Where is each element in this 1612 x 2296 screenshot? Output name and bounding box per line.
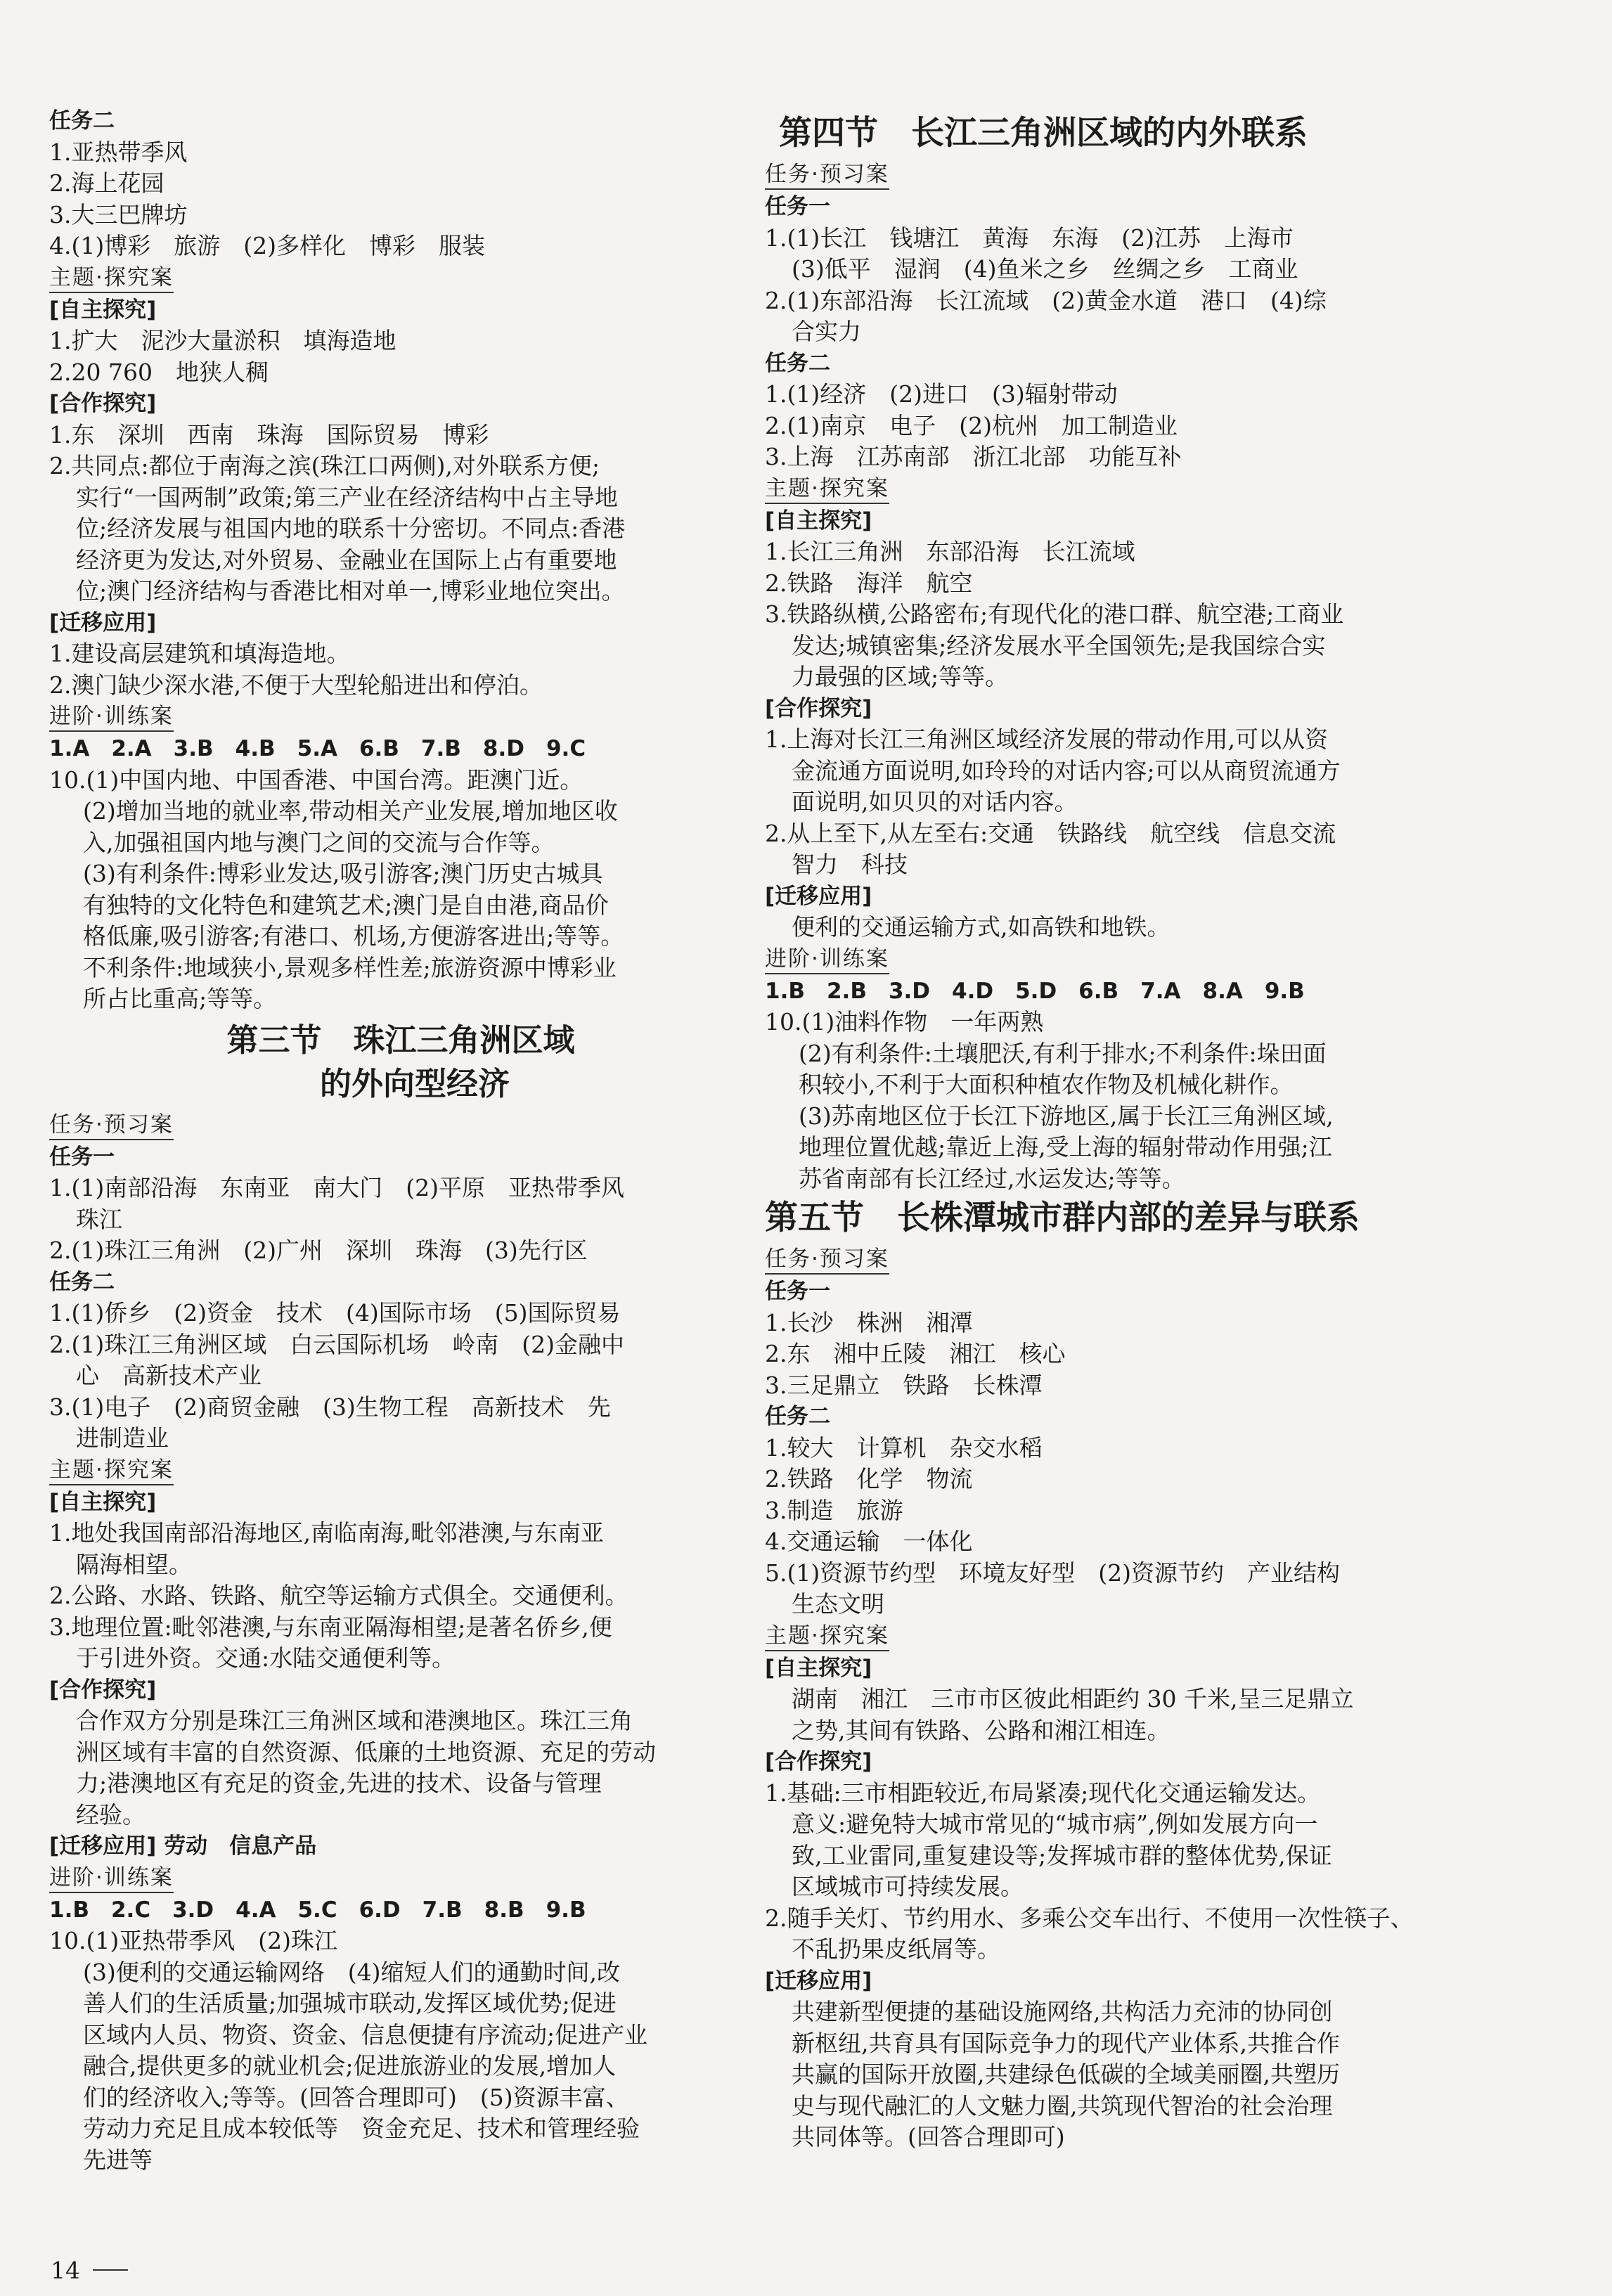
section3-answers (49, 1109, 752, 2176)
section-label: 主题·探究案 (49, 1456, 174, 1485)
text-line: 4.交通运输 一体化 (765, 1528, 973, 1555)
text-line: 1.(1)南部沿海 东南亚 南大门 (2)平原 亚热带季风 (49, 1174, 624, 1201)
text-line: 苏省南部有长江经过,水运发达;等等。 (799, 1164, 1185, 1192)
section4-title: 第四节 长江三角洲区域的内外联系 (779, 114, 1308, 153)
text-line: 3.大三巴牌坊 (49, 200, 188, 228)
text-line: 1.扩大 泥沙大量淤积 填海造地 (49, 327, 396, 354)
text-line: 区域城市可持续发展。 (792, 1873, 1024, 1900)
text-line: 面说明,如贝贝的对话内容。 (792, 788, 1078, 815)
text-line: 经济更为发达,对外贸易、金融业在国际上占有重要地 (76, 546, 617, 574)
task-heading: 任务二 (49, 108, 115, 134)
subsection-label: [自主探究] (49, 297, 157, 323)
text-line: 不利条件:地域狭小,景观多样性差;旅游资源中博彩业 (83, 953, 617, 981)
section-label: 进阶·训练案 (49, 702, 174, 732)
answer-key-line: 1.A 2.A 3.B 4.B 5.A 6.B 7.B 8.D 9.C (49, 736, 586, 761)
section3-title-line2: 的外向型经济 (319, 1064, 510, 1102)
subsection-label: [迁移应用] (765, 1968, 872, 1994)
text-line: 于引进外资。交通:水陆交通便利等。 (76, 1644, 456, 1672)
text-line: 有独特的文化特色和建筑艺术;澳门是自由港,商品价 (83, 891, 609, 919)
text-line: 融合,提供更多的就业机会;促进旅游业的发展,增加人 (83, 2052, 617, 2079)
text-line: 10.(1)中国内地、中国香港、中国台湾。距澳门近。 (49, 766, 583, 794)
text-line: 2.(1)珠江三角洲区域 白云国际机场 岭南 (2)金融中 (49, 1330, 624, 1358)
text-line: 位;澳门经济结构与香港比相对单一,博彩业地位突出。 (76, 577, 625, 605)
text-line: 力最强的区域;等等。 (792, 663, 1009, 690)
text-line: 3.铁路纵横,公路密布;有现代化的港口群、航空港;工商业 (765, 600, 1344, 628)
text-line: 3.三足鼎立 铁路 长株潭 (765, 1371, 1043, 1399)
text-line: 们的经济收入;等等。(回答合理即可) (5)资源丰富、 (83, 2083, 629, 2111)
section5-title: 第五节 长株潭城市群内部的差异与联系 (765, 1199, 1360, 1237)
subsection-label: [自主探究] (765, 508, 872, 534)
text-line: 2.铁路 海洋 航空 (765, 569, 973, 597)
subsection-label: [合作探究] (49, 1677, 157, 1703)
section4-answers (765, 159, 1475, 1194)
text-line: 1.基础:三市相距较近,布局紧凑;现代化交通运输发达。 (765, 1779, 1321, 1807)
text-line: 意义:避免特大城市常见的“城市病”,例如发展方向一 (792, 1810, 1318, 1838)
text-line: 1.东 深圳 西南 珠海 国际贸易 博彩 (49, 420, 489, 449)
text-line: (3)苏南地区位于长江下游地区,属于长江三角洲区域, (799, 1102, 1334, 1130)
text-line: 2.澳门缺少深水港,不便于大型轮船进出和停泊。 (49, 671, 543, 699)
task-heading: 任务一 (765, 194, 830, 219)
text-line: 智力 科技 (792, 851, 908, 878)
text-line: 致,工业雷同,重复建设等;发挥城市群的整体优势,保证 (792, 1841, 1332, 1869)
text-line: 共赢的国际开放圈,共建绿色低碳的全域美丽圈,共塑历 (792, 2060, 1340, 2088)
text-line: 经验。 (76, 1800, 146, 1829)
text-line: 1.较大 计算机 杂交水稻 (765, 1433, 1043, 1462)
text-line: 1.上海对长江三角洲区域经济发展的带动作用,可以从资 (765, 725, 1328, 753)
text-line: 3.制造 旅游 (765, 1496, 903, 1524)
text-line: 2.(1)珠江三角洲 (2)广州 深圳 珠海 (3)先行区 (49, 1237, 588, 1264)
section-label: 主题·探究案 (765, 1622, 889, 1651)
text-line: 2.(1)南京 电子 (2)杭州 加工制造业 (765, 411, 1178, 439)
text-line: 2.从上至下,从左至右:交通 铁路线 航空线 信息交流 (765, 819, 1336, 847)
subsection-label: [合作探究] (765, 695, 872, 721)
text-line: 隔海相望。 (76, 1550, 192, 1578)
text-line: 2.海上花园 (49, 169, 165, 197)
subsection-label: [合作探究] (49, 391, 157, 416)
text-line: 劳动力充足且成本较低等 资金充足、技术和管理经验 (83, 2115, 640, 2142)
text-line: 实行“一国两制”政策;第三产业在经济结构中占主导地 (76, 483, 618, 511)
text-line: 发达;城镇密集;经济发展水平全国领先;是我国综合实 (792, 631, 1326, 659)
text-line: 2.公路、水路、铁路、航空等运输方式俱全。交通便利。 (49, 1582, 628, 1609)
text-line: 2.20 760 地狭人稠 (49, 358, 269, 386)
section-label: 任务·预习案 (765, 160, 889, 190)
text-line: 善人们的生活质量;加强城市联动,发挥区域优势;促进 (83, 1989, 617, 2017)
text-line: 4.(1)博彩 旅游 (2)多样化 博彩 服装 (49, 232, 485, 259)
task-heading: 任务二 (765, 350, 830, 376)
text-line: 入,加强祖国内地与澳门之间的交流与合作等。 (83, 828, 555, 856)
text-line: (3)便利的交通运输网络 (4)缩短人们的通勤时间,改 (83, 1958, 620, 1986)
text-line: 1.(1)经济 (2)进口 (3)辐射带动 (765, 380, 1118, 408)
section-label: 主题·探究案 (49, 264, 174, 293)
text-line: (2)增加当地的就业率,带动相关产业发展,增加地区收 (83, 797, 618, 825)
subsection-label: [合作探究] (765, 1749, 872, 1774)
text-line: (2)有利条件:土壤肥沃,有利于排水;不利条件:垛田面 (799, 1039, 1327, 1067)
text-line: 5.(1)资源节约型 环境友好型 (2)资源节约 产业结构 (765, 1559, 1340, 1587)
section2-answers (49, 105, 752, 1015)
text-line: 先进等 (83, 2146, 153, 2174)
right-column (765, 112, 1475, 2153)
text-line: 2.铁路 化学 物流 (765, 1465, 973, 1492)
text-line: 心 高新技术产业 (76, 1362, 262, 1389)
text-line: 2.(1)东部沿海 长江流域 (2)黄金水道 港口 (4)综 (765, 286, 1327, 314)
text-line: 新枢纽,共育具有国际竞争力的现代产业体系,共推合作 (792, 2029, 1340, 2057)
text-line: 区域内人员、物资、资金、信息便捷有序流动;促进产业 (83, 2020, 648, 2049)
section-label: 进阶·训练案 (49, 1864, 174, 1893)
subsection-label: [迁移应用] (765, 883, 872, 909)
task-heading: 任务二 (765, 1404, 830, 1429)
section-label: 任务·预习案 (765, 1245, 889, 1275)
text-line: 1.建设高层建筑和填海造地。 (49, 640, 350, 667)
subsection-label: [自主探究] (765, 1655, 872, 1681)
section-label: 进阶·训练案 (765, 945, 889, 974)
subsection-label: [自主探究] (49, 1489, 157, 1515)
text-line: 史与现代融汇的人文魅力圈,共筑现代智治的社会治理 (792, 2091, 1333, 2120)
subsection-label: [迁移应用] 劳动 信息产品 (49, 1833, 317, 1859)
text-line: 10.(1)油料作物 一年两熟 (765, 1008, 1044, 1036)
text-line: 2.共同点:都位于南海之滨(珠江口两侧),对外联系方便; (49, 452, 600, 479)
text-line: 格低廉,吸引游客;有港口、机场,方便游客进出;等等。 (83, 922, 624, 950)
text-line: 金流通方面说明,如玲玲的对话内容;可以从商贸流通方 (792, 756, 1341, 785)
text-line: 珠江 (76, 1205, 122, 1233)
page-number-dash (93, 2269, 128, 2271)
text-line: 合实力 (792, 318, 861, 345)
text-line: 湖南 湘江 三市市区彼此相距约 30 千米,呈三足鼎立 (792, 1685, 1354, 1713)
left-column (49, 105, 752, 2176)
section-label: 任务·预习案 (49, 1111, 174, 1140)
task-heading: 任务一 (765, 1279, 830, 1304)
text-line: 共建新型便捷的基础设施网络,共构活力充沛的协同创 (792, 1998, 1333, 2025)
text-line: 10.(1)亚热带季风 (2)珠江 (49, 1927, 337, 1954)
task-heading: 任务一 (49, 1144, 115, 1170)
text-line: 1.亚热带季风 (49, 138, 188, 166)
text-line: 积较小,不利于大面积种植农作物及机械化耕作。 (799, 1071, 1294, 1098)
section5-answers (765, 1244, 1475, 2153)
text-line: 合作双方分别是珠江三角洲区域和港澳地区。珠江三角 (76, 1707, 633, 1734)
text-line: 便利的交通运输方式,如高铁和地铁。 (792, 913, 1171, 941)
section3-title-line1: 第三节 珠江三角洲区域 (226, 1021, 575, 1059)
answer-key-line: 1.B 2.B 3.D 4.D 5.D 6.B 7.A 8.A 9.B (765, 978, 1305, 1004)
text-line: 所占比重高;等等。 (83, 985, 277, 1012)
answer-key-line: 1.B 2.C 3.D 4.A 5.C 6.D 7.B 8.B 9.B (49, 1897, 586, 1923)
section-label: 主题·探究案 (765, 475, 889, 504)
text-line: 2.东 湘中丘陵 湘江 核心 (765, 1340, 1066, 1367)
subsection-label: [迁移应用] (49, 610, 157, 636)
text-line: 进制造业 (76, 1424, 169, 1452)
text-line: 力;港澳地区有充足的资金,先进的技术、设备与管理 (76, 1769, 602, 1797)
text-line: 3.上海 江苏南部 浙江北部 功能互补 (765, 443, 1182, 470)
text-line: 共同体等。(回答合理即可) (792, 2123, 1065, 2150)
page-number: 14 (51, 2257, 80, 2284)
text-line: 1.(1)侨乡 (2)资金 技术 (4)国际市场 (5)国际贸易 (49, 1299, 621, 1327)
text-line: 生态文明 (792, 1590, 884, 1618)
text-line: 位;经济发展与祖国内地的联系十分密切。不同点:香港 (76, 515, 626, 542)
text-line: 之势,其间有铁路、公路和湘江相连。 (792, 1716, 1171, 1744)
text-line: (3)有利条件:博彩业发达,吸引游客;澳门历史古城具 (83, 860, 603, 887)
text-line: (3)低平 湿润 (4)鱼米之乡 丝绸之乡 工商业 (792, 255, 1298, 283)
text-line: 2.随手关灯、节约用水、多乘公交车出行、不使用一次性筷子、 (765, 1904, 1414, 1932)
text-line: 3.(1)电子 (2)商贸金融 (3)生物工程 高新技术 先 (49, 1393, 611, 1421)
text-line: 1.(1)长江 钱塘江 黄海 东海 (2)江苏 上海市 (765, 224, 1294, 252)
text-line: 洲区域有丰富的自然资源、低廉的土地资源、充足的劳动 (76, 1738, 656, 1766)
text-line: 1.地处我国南部沿海地区,南临南海,毗邻港澳,与东南亚 (49, 1519, 604, 1547)
text-line: 地理位置优越;靠近上海,受上海的辐射带动作用强;江 (799, 1133, 1332, 1161)
text-line: 3.地理位置:毗邻港澳,与东南亚隔海相望;是著名侨乡,便 (49, 1613, 612, 1641)
text-line: 不乱扔果皮纸屑等。 (792, 1935, 1000, 1963)
task-heading: 任务二 (49, 1269, 115, 1295)
text-line: 1.长江三角洲 东部沿海 长江流域 (765, 538, 1135, 565)
text-line: 1.长沙 株洲 湘潭 (765, 1308, 973, 1336)
